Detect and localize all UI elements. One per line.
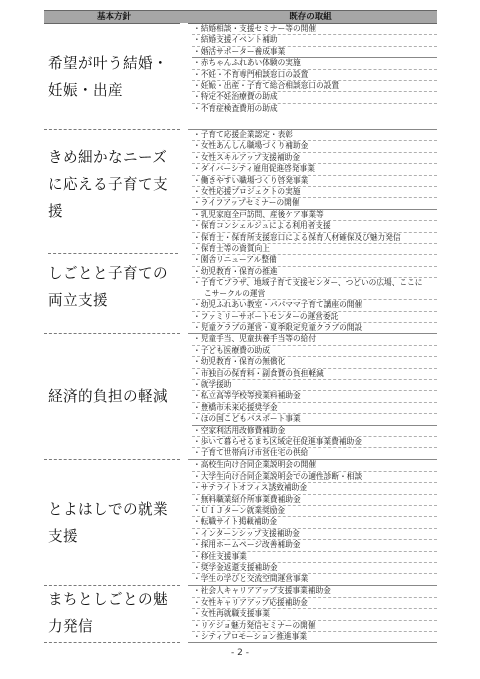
list-item: ・子ども医療費の助成 bbox=[192, 346, 437, 357]
list-item: ・市独自の保育料・副食費の負担軽減 bbox=[192, 369, 437, 380]
initiatives-cell bbox=[184, 334, 437, 460]
policy-cell bbox=[44, 334, 184, 460]
list-item: ・女性再就職支援事業 bbox=[192, 609, 437, 620]
section-row-childcare-work bbox=[44, 130, 437, 334]
list-item: ・子育てプラザ、地域子育て支援センター、つどいの広場、ここに bbox=[193, 278, 423, 288]
initiatives-list bbox=[192, 586, 437, 642]
list-item: ・子育て世帯向け市営住宅の供給 bbox=[193, 448, 309, 458]
policy-cell bbox=[44, 586, 184, 643]
initiatives-cell bbox=[184, 460, 437, 586]
list-item: ・無料職業紹介所事業費補助金 bbox=[192, 495, 437, 506]
list-item: ・女性応援プロジェクトの実施 bbox=[192, 187, 437, 198]
list-item: ・高校生向け合同企業説明会の開催 bbox=[192, 460, 437, 471]
section-row-employment bbox=[44, 460, 437, 586]
policy-title: とよはしでの就業支援 bbox=[48, 500, 168, 545]
list-item: ・シティプロモーション推進事業 bbox=[193, 631, 308, 641]
list-item: ・大学生向け合同企業説明会での適性診断・相談 bbox=[192, 472, 437, 483]
section-row-economic bbox=[44, 334, 437, 460]
table-header-row bbox=[44, 11, 437, 24]
policy-title: きめ細かなニーズに応える子育て支援 bbox=[48, 130, 178, 254]
initiatives-list bbox=[192, 24, 437, 114]
list-item: ・ライフアップセミナーの開催 bbox=[192, 198, 437, 209]
list-item: ・児童手当、児童扶養手当等の給付 bbox=[192, 334, 437, 345]
list-item: ・乳児家庭全戸訪問、産後ケア事業等 bbox=[192, 210, 437, 221]
list-item: ・幼児教育・保育の推進 bbox=[192, 267, 437, 278]
list-item: ・女性スキルアップ支援補助金 bbox=[192, 153, 437, 164]
policy-cell bbox=[44, 460, 184, 586]
list-item: ・園舎リニューアル整備 bbox=[192, 255, 437, 266]
list-item: ・働きやすい職場づくり啓発事業 bbox=[192, 176, 437, 187]
list-item: ・リケジョ魅力発信セミナーの開催 bbox=[192, 621, 437, 632]
initiatives-list bbox=[192, 130, 437, 333]
list-item: ・移住支援事業 bbox=[192, 552, 437, 563]
list-item: ・幼児教育・保育の無償化 bbox=[192, 357, 437, 368]
section-row-marriage bbox=[44, 24, 437, 130]
initiatives-cell bbox=[184, 24, 437, 130]
list-item: ・ほの国こどもパスポート事業 bbox=[192, 414, 437, 425]
list-item: ・ＵＩＪターン就業奨励金 bbox=[192, 506, 437, 517]
list-item: ・子育て応援企業認定・表彰 bbox=[192, 130, 437, 141]
header-basic-policy: 基本方針 bbox=[44, 11, 184, 24]
page-number: - 2 - bbox=[231, 648, 249, 658]
list-item: ・女性あんしん職場づくり補助金 bbox=[192, 141, 437, 152]
list-item: ・私立高等学校等授業料補助金 bbox=[192, 391, 437, 402]
list-item: ・就学援助 bbox=[192, 380, 437, 391]
policy-cell-split bbox=[44, 130, 184, 334]
list-item: ・女性キャリアアップ応援補助金 bbox=[192, 598, 437, 609]
initiatives-list bbox=[192, 334, 437, 458]
list-item: ・結婚相談・支援セミナー等の開催 bbox=[192, 24, 437, 35]
initiatives-cell bbox=[184, 586, 437, 643]
list-item: ・サテライトオフィス誘致補助金 bbox=[192, 483, 437, 494]
list-item: ・幼児ふれあい教室・パパママ子育て講座の開催 bbox=[192, 300, 437, 311]
policy-title: しごとと子育ての両立支援 bbox=[48, 265, 168, 309]
list-item: ・婚活サポーター養成事業 bbox=[192, 47, 437, 58]
list-item: ・学生の学びと交流空間運営事業 bbox=[193, 574, 309, 584]
list-item: ・児童クラブの運営・夏季限定児童クラブの開設 bbox=[193, 322, 363, 332]
list-item: ・保育コンシェルジュによる利用者支援 bbox=[192, 221, 437, 232]
list-item: ・不育症検査費用の助成 bbox=[193, 103, 278, 113]
section-row-promotion bbox=[44, 586, 437, 643]
initiatives-cell bbox=[184, 130, 437, 334]
list-item: ・採用ホームページ改善補助金 bbox=[192, 540, 437, 551]
list-item: ・妊娠・出産・子育て総合相談窓口の設置 bbox=[192, 81, 437, 92]
list-item: ・転職サイト掲載補助金 bbox=[192, 517, 437, 528]
policy-title: 経済的負担の軽減 bbox=[48, 388, 168, 406]
list-item: ・不妊・不育専門相談窓口の設置 bbox=[192, 70, 437, 81]
list-item: ・空家利活用改修費補助金 bbox=[192, 426, 437, 437]
header-existing-initiatives: 既存の取組 bbox=[184, 11, 437, 24]
list-item: ・インターンシップ支援補助金 bbox=[192, 529, 437, 540]
policy-title: 希望が叶う結婚・妊娠・出産 bbox=[48, 54, 168, 99]
initiatives-list bbox=[192, 460, 437, 584]
list-item-continuation: こサークルの運営 bbox=[192, 289, 437, 300]
list-item: ・特定不妊治療費の助成 bbox=[192, 92, 437, 103]
list-item: ・豊橋市未来応援奨学金 bbox=[192, 403, 437, 414]
list-item: ・ダイバーシティ雇用促進啓発事業 bbox=[192, 164, 437, 175]
list-item: ・歩いて暮らせるまち区域定住促進事業費補助金 bbox=[192, 437, 437, 448]
list-item: ・結婚支援イベント補助 bbox=[192, 35, 437, 46]
list-item: ・保育士・保育所支援窓口による保育人材確保及び魅力発信 bbox=[192, 233, 437, 244]
list-item: ・ファミリーサポートセンターの運営委託 bbox=[192, 312, 437, 323]
list-item: ・奨学金返還支援補助金 bbox=[192, 563, 437, 574]
policy-title: まちとしごとの魅力発信 bbox=[48, 591, 168, 636]
policy-cell bbox=[44, 24, 184, 130]
list-item: ・赤ちゃんふれあい体験の実施 bbox=[192, 58, 437, 69]
list-item: ・保育士等の資質向上 bbox=[192, 244, 437, 255]
list-item: ・社会人キャリアアップ支援事業補助金 bbox=[192, 586, 437, 597]
policy-table bbox=[44, 10, 437, 643]
